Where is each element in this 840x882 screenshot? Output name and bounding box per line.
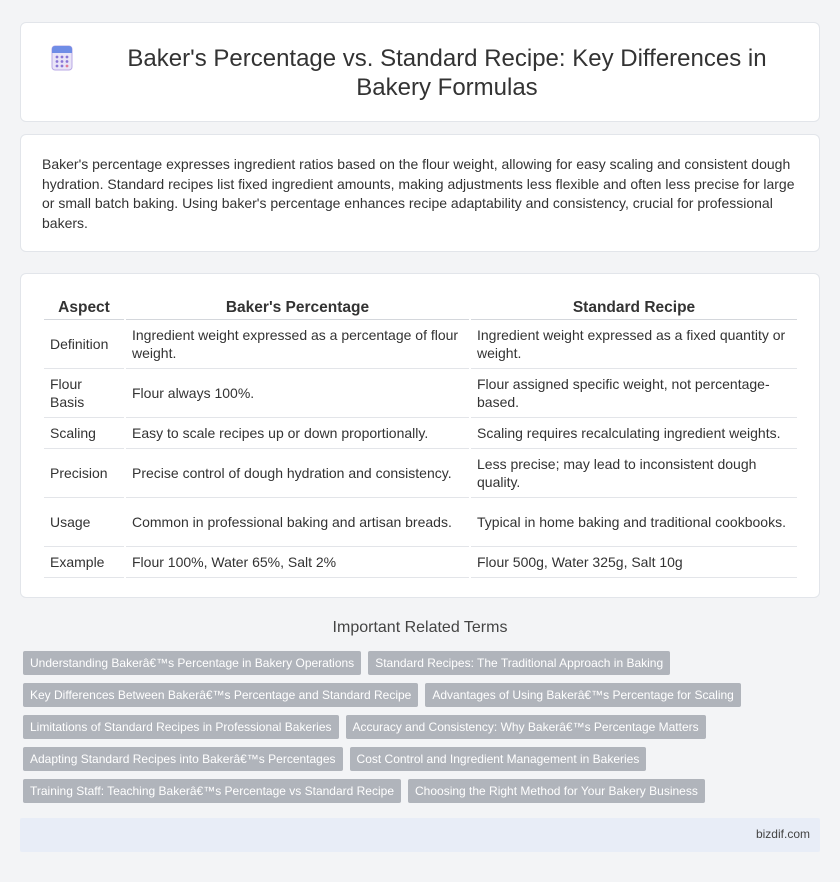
calculator-icon [49, 45, 75, 71]
cell-aspect: Example [44, 547, 124, 578]
table-row [44, 369, 797, 418]
cell-bakers-percentage: Precise control of dough hydration and consistency. [126, 449, 469, 498]
table-row [44, 498, 797, 547]
cell-standard-recipe: Flour assigned specific weight, not percentage-based. [471, 369, 797, 418]
cell-bakers-percentage: Common in professional baking and artisan breads. [126, 498, 469, 547]
related-term-tag[interactable]: Understanding Bakerâ€™s Percentage in Bakery Operations [23, 651, 361, 675]
header-bakers-percentage: Baker's Percentage [126, 294, 469, 320]
intro-text: Baker's percentage expresses ingredient ratios based on the flour weight, allowing for easy scaling and consistent dough hydration. Standard recipes list fixed ingredient amounts, making adjustments less flexible and often less precise for large or small batch baking. Using baker's percentage enhances recipe adaptability and consistency, crucial for professional bakers. [42, 156, 795, 231]
related-term-tag[interactable]: Cost Control and Ingredient Management in Bakeries [350, 747, 647, 771]
tag-row [23, 683, 803, 707]
related-term-tag[interactable]: Limitations of Standard Recipes in Professional Bakeries [23, 715, 339, 739]
header-aspect: Aspect [44, 294, 124, 320]
cell-aspect: Scaling [44, 418, 124, 449]
cell-aspect: Usage [44, 498, 124, 547]
cell-aspect: Definition [44, 320, 124, 369]
cell-aspect: Flour Basis [44, 369, 124, 418]
related-term-tag[interactable]: Accuracy and Consistency: Why Bakerâ€™s Percentage Matters [346, 715, 706, 739]
related-term-tag[interactable]: Advantages of Using Bakerâ€™s Percentage for Scaling [425, 683, 741, 707]
table-row [44, 449, 797, 498]
tag-row [23, 747, 803, 771]
related-term-tag[interactable]: Adapting Standard Recipes into Bakerâ€™s Percentages [23, 747, 343, 771]
cell-bakers-percentage: Easy to scale recipes up or down proportionally. [126, 418, 469, 449]
cell-standard-recipe: Ingredient weight expressed as a fixed quantity or weight. [471, 320, 797, 369]
table-row [44, 418, 797, 449]
tag-row [23, 779, 803, 803]
comparison-table [42, 294, 799, 578]
page-title: Baker's Percentage vs. Standard Recipe: Key Differences in Bakery Formulas [127, 45, 767, 101]
related-term-tag[interactable]: Standard Recipes: The Traditional Approach in Baking [368, 651, 670, 675]
footer-site-link[interactable]: bizdif.com [755, 827, 810, 841]
table-row [44, 320, 797, 369]
cell-standard-recipe: Less precise; may lead to inconsistent dough quality. [471, 449, 797, 498]
related-term-tag[interactable]: Choosing the Right Method for Your Bakery Business [408, 779, 705, 803]
header-standard-recipe: Standard Recipe [471, 294, 797, 320]
tag-row [23, 715, 803, 739]
tag-row [23, 651, 803, 675]
related-terms-heading: Important Related Terms [332, 619, 508, 636]
cell-bakers-percentage: Ingredient weight expressed as a percentage of flour weight. [126, 320, 469, 369]
cell-bakers-percentage: Flour 100%, Water 65%, Salt 2% [126, 547, 469, 578]
footer [20, 818, 820, 852]
related-term-tag[interactable]: Key Differences Between Bakerâ€™s Percentage and Standard Recipe [23, 683, 418, 707]
header-card [20, 22, 820, 122]
table-header-row [44, 294, 797, 320]
intro-card [20, 134, 820, 252]
cell-aspect: Precision [44, 449, 124, 498]
cell-bakers-percentage: Flour always 100%. [126, 369, 469, 418]
related-terms-list [23, 651, 803, 811]
cell-standard-recipe: Typical in home baking and traditional cookbooks. [471, 498, 797, 547]
comparison-table-card [20, 273, 820, 598]
cell-standard-recipe: Scaling requires recalculating ingredient weights. [471, 418, 797, 449]
cell-standard-recipe: Flour 500g, Water 325g, Salt 10g [471, 547, 797, 578]
related-term-tag[interactable]: Training Staff: Teaching Bakerâ€™s Percentage vs Standard Recipe [23, 779, 401, 803]
table-row [44, 547, 797, 578]
